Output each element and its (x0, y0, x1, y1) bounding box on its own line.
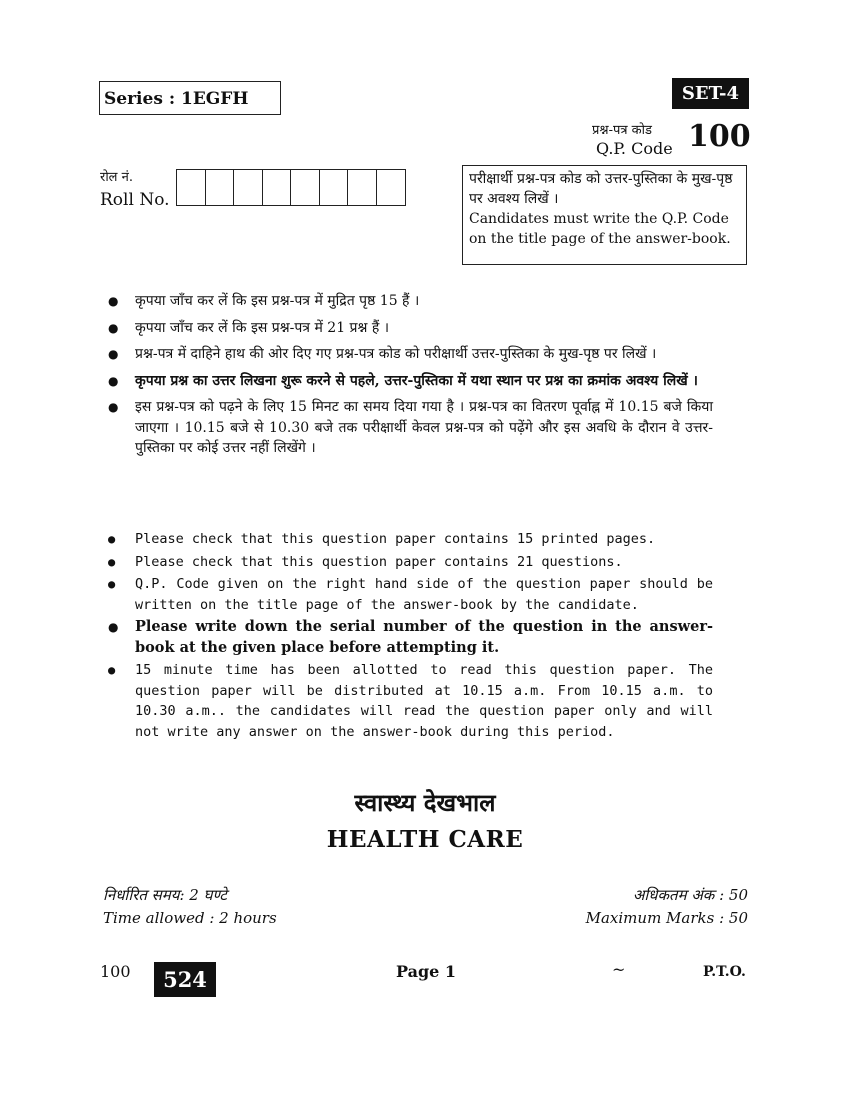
time-allowed: Time allowed : 2 hours (103, 909, 277, 927)
set-badge: SET-4 (672, 78, 749, 109)
qp-code-label: Q.P. Code (596, 139, 673, 158)
subject-title-hindi: स्वास्थ्य देखभाल (354, 788, 496, 817)
roll-cell[interactable] (206, 170, 235, 205)
time-allowed-hindi: निर्धारित समय: 2 घण्टे (103, 886, 227, 904)
notice-english: Candidates must write the Q.P. Code on the title page of the answer-book. (469, 211, 731, 247)
qp-code-value: 100 (688, 119, 751, 154)
qp-code-label-hindi: प्रश्न-पत्र कोड (592, 123, 652, 138)
instruction-item: ● Please check that this question paper contains 21 questions. (108, 552, 713, 573)
series-label: Series : 1EGFH (99, 81, 281, 115)
roll-number-grid[interactable] (176, 169, 406, 206)
roll-label: Roll No. (100, 190, 170, 210)
subject-code-badge: 524 (154, 962, 216, 997)
instruction-item: ● प्रश्न-पत्र में दाहिने हाथ की ओर दिए गए प्रश्न-पत्र कोड को परीक्षार्थी उत्तर-पुस्तिका के मुख-पृष्ठ पर लिखें । (108, 344, 713, 365)
instruction-item: ● कृपया प्रश्न का उत्तर लिखना शुरू करने से पहले, उत्तर-पुस्तिका में यथा स्थान पर प्रश्न का क्रमांक अवश्य लिखें । (108, 371, 713, 392)
instruction-item: ● कृपया जाँच कर लें कि इस प्रश्न-पत्र में मुद्रित पृष्ठ 15 हैं । (108, 291, 713, 312)
instruction-item: ● 15 minute time has been allotted to read this question paper. The question paper will be distributed at 10.15 a.m. From 10.15 a.m. to 10.30 a.m.. the candidates will read the question paper only and will not write any answer on the answer-book during this period. (108, 660, 713, 742)
roll-cell[interactable] (377, 170, 406, 205)
instruction-item: ● कृपया जाँच कर लें कि इस प्रश्न-पत्र में 21 प्रश्न हैं । (108, 318, 713, 339)
roll-cell[interactable] (263, 170, 292, 205)
footer-code: 100 (100, 962, 131, 981)
instruction-item: ● Please write down the serial number of the question in the answer-book at the given place before attempting it. (108, 617, 713, 658)
notice-hindi: परीक्षार्थी प्रश्न-पत्र कोड को उत्तर-पुस्तिका के मुख-पृष्ठ पर अवश्य लिखें । (469, 171, 733, 207)
roll-cell[interactable] (320, 170, 349, 205)
qp-code-notice (462, 165, 747, 265)
instructions-english (108, 529, 713, 744)
pto-label: P.T.O. (703, 964, 746, 980)
page-number: Page 1 (396, 962, 457, 981)
roll-cell[interactable] (291, 170, 320, 205)
roll-cell[interactable] (234, 170, 263, 205)
roll-cell[interactable] (348, 170, 377, 205)
instruction-item: ● इस प्रश्न-पत्र को पढ़ने के लिए 15 मिनट का समय दिया गया है । प्रश्न-पत्र का वितरण पूर्वाह्न में 10.15 बजे किया जाएगा । 10.15 बजे से 10.30 बजे तक परीक्षार्थी केवल प्रश्न-पत्र को पढ़ेंगे और इस अवधि के दौरान वे उत्तर-पुस्तिका पर कोई उत्तर नहीं लिखेंगे । (108, 397, 713, 459)
tilde-mark: ~ (612, 960, 626, 979)
instruction-item: ● Please check that this question paper contains 15 printed pages. (108, 529, 713, 550)
roll-label-hindi: रोल नं. (100, 170, 133, 185)
roll-cell[interactable] (177, 170, 206, 205)
maximum-marks: Maximum Marks : 50 (585, 909, 748, 927)
instructions-hindi (108, 291, 713, 465)
instruction-item: ● Q.P. Code given on the right hand side of the question paper should be written on the title page of the answer-book by the candidate. (108, 574, 713, 615)
subject-title: HEALTH CARE (326, 826, 524, 853)
maximum-marks-hindi: अधिकतम अंक : 50 (632, 886, 748, 904)
